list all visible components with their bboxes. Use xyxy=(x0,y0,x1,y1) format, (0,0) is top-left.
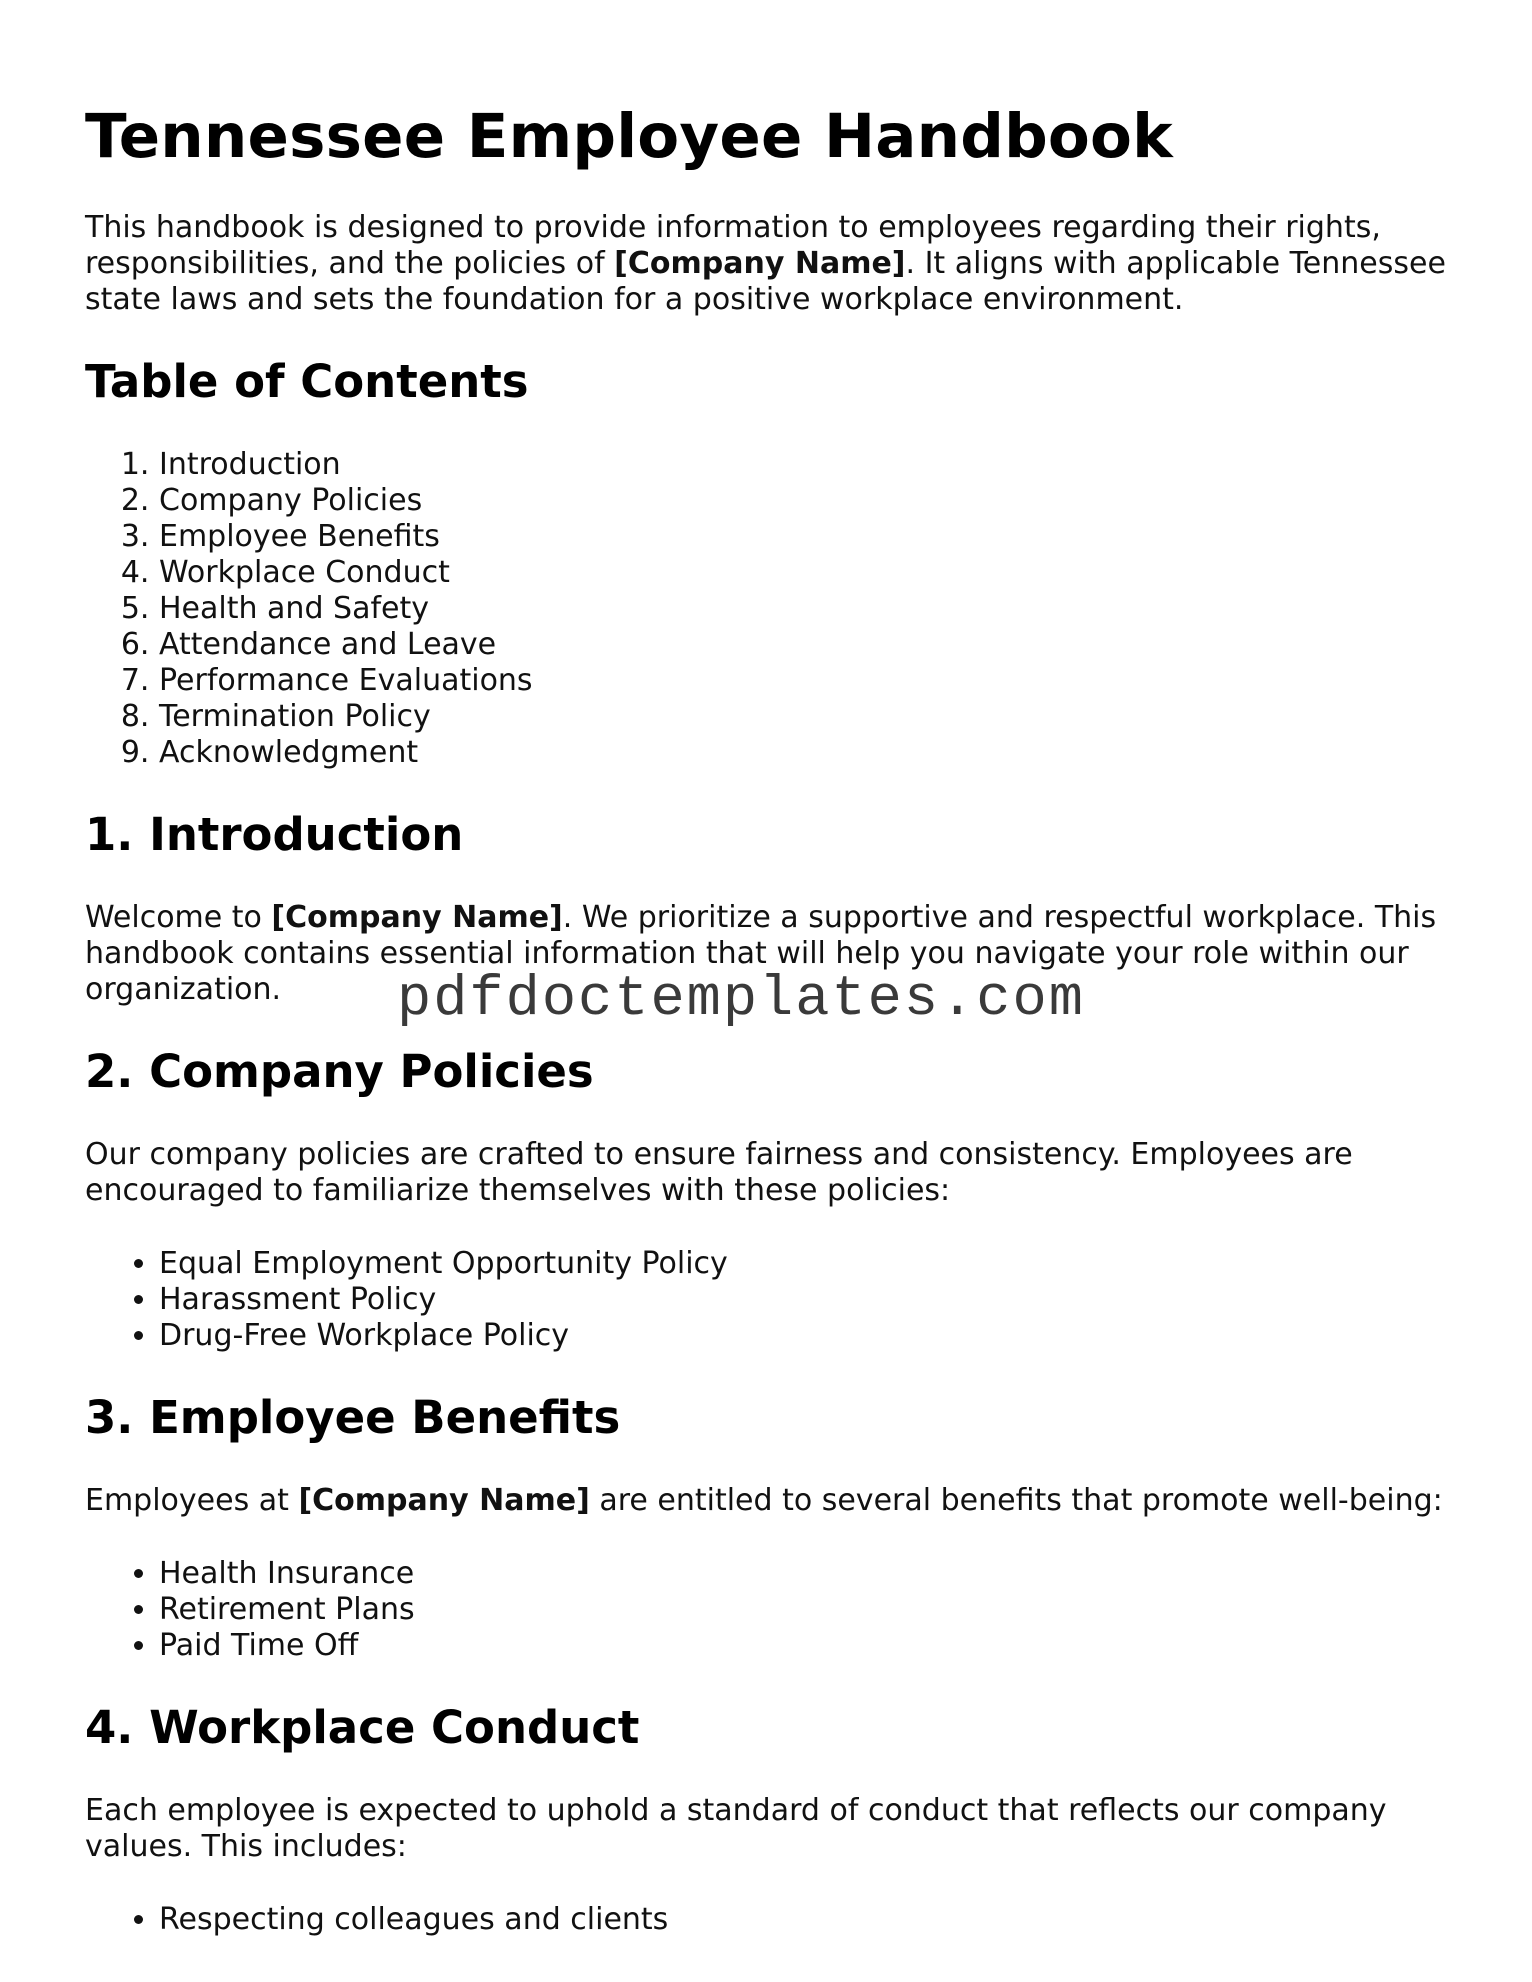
benefits-text-before: Employees at xyxy=(85,1483,299,1519)
toc-heading: Table of Contents xyxy=(85,355,529,409)
list-item: • Paid Time Off xyxy=(159,1628,1465,1664)
intro-text-before: This handbook is designed to provide information to employees regarding their rights, responsibilities, and the policies of xyxy=(85,210,1381,282)
intro-paragraph xyxy=(85,210,1465,318)
document-title: Tennessee Employee Handbook xyxy=(85,101,1173,172)
company-name-placeholder: [Company Name] xyxy=(271,900,563,936)
conduct-paragraph: Each employee is expected to uphold a standard of conduct that reflects our company values. This includes: xyxy=(85,1793,1387,1865)
introduction-heading: 1. Introduction xyxy=(85,808,464,862)
introduction-text-before: Welcome to xyxy=(85,900,272,936)
toc-item: 6. Attendance and Leave xyxy=(159,627,1465,663)
toc-item: 2. Company Policies xyxy=(159,483,1465,519)
conduct-list xyxy=(85,1902,1465,1938)
toc-item: 7. Performance Evaluations xyxy=(159,663,1465,699)
policies-paragraph: Our company policies are crafted to ensure fairness and consistency. Employees are encouraged to familiarize themselves with these policies: xyxy=(85,1137,1353,1209)
toc-item: 4. Workplace Conduct xyxy=(159,555,1465,591)
toc-item: 1. Introduction xyxy=(159,447,1465,483)
company-name-placeholder: [Company Name] xyxy=(298,1483,590,1519)
benefits-text-after: are entitled to several benefits that promote well-being: xyxy=(589,1483,1443,1519)
document-page xyxy=(85,100,1465,1975)
policies-heading: 2. Company Policies xyxy=(85,1045,594,1099)
list-item: • Health Insurance xyxy=(159,1556,1465,1592)
benefits-paragraph xyxy=(85,1483,1465,1519)
company-name-placeholder: [Company Name] xyxy=(614,246,906,282)
watermark-text: pdfdoctemplates.com xyxy=(397,968,1085,1032)
introduction-text-after: . We prioritize a supportive and respectful workplace. This handbook contains essential information that will help you navigate your role within our organization. xyxy=(85,900,1437,1008)
policies-list xyxy=(85,1246,1465,1354)
list-item: • Equal Employment Opportunity Policy xyxy=(159,1246,1465,1282)
conduct-heading: 4. Workplace Conduct xyxy=(85,1701,640,1755)
list-item: • Respecting colleagues and clients xyxy=(159,1902,1465,1938)
benefits-heading: 3. Employee Benefits xyxy=(85,1391,621,1445)
intro-text-after: . It aligns with applicable Tennessee state laws and sets the foundation for a positive workplace environment. xyxy=(85,246,1446,318)
toc-item: 3. Employee Benefits xyxy=(159,519,1465,555)
list-item: • Retirement Plans xyxy=(159,1592,1465,1628)
toc-item: 5. Health and Safety xyxy=(159,591,1465,627)
list-item: • Harassment Policy xyxy=(159,1282,1465,1318)
toc-list xyxy=(85,447,1465,771)
toc-item: 9. Acknowledgment xyxy=(159,735,1465,771)
benefits-list xyxy=(85,1556,1465,1664)
list-item: • Drug-Free Workplace Policy xyxy=(159,1318,1465,1354)
toc-item: 8. Termination Policy xyxy=(159,699,1465,735)
